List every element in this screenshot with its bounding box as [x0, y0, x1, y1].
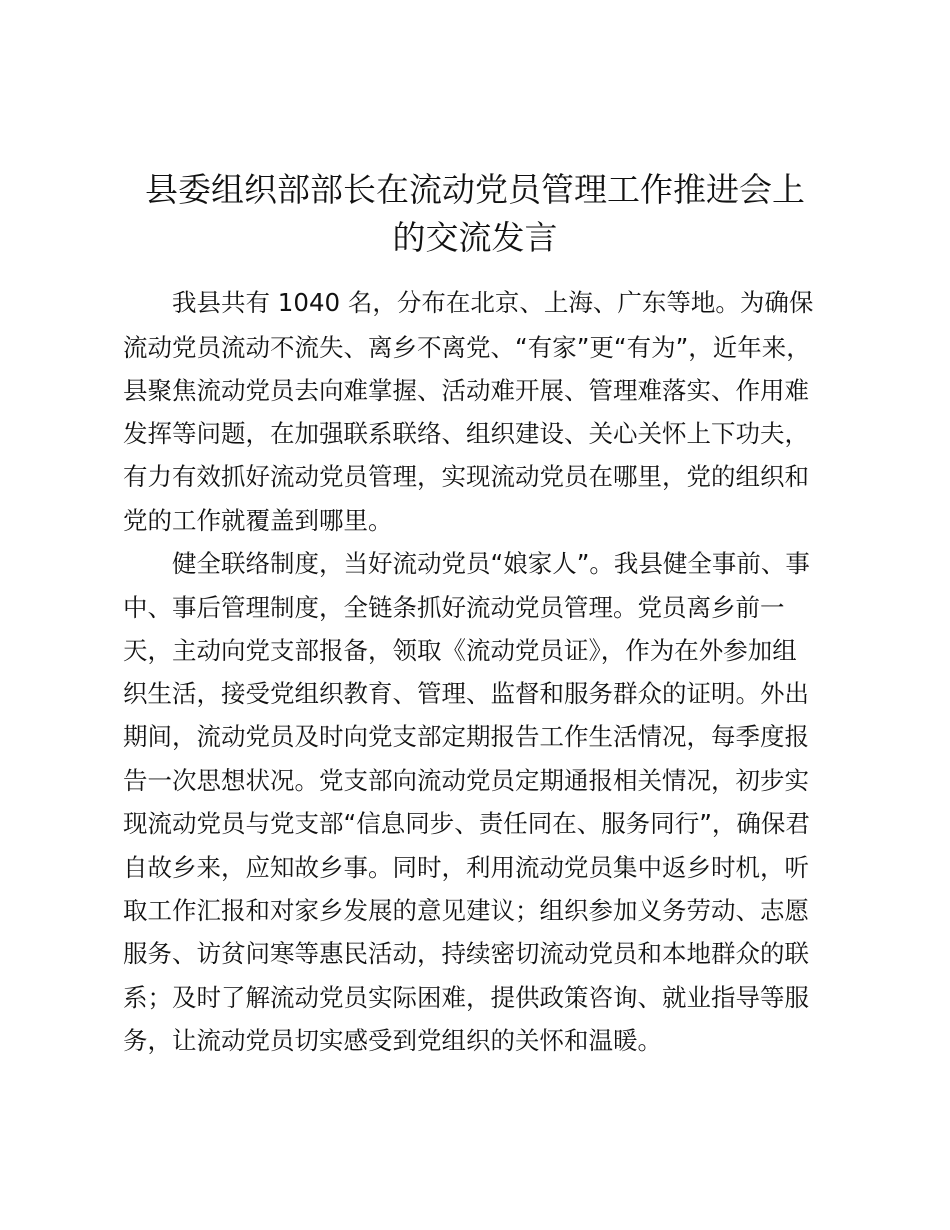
paragraph-2-line: 服务、访贫问寒等惠民活动，持续密切流动党员和本地群众的联 [123, 939, 809, 968]
paragraph-1-line: 有力有效抓好流动党员管理，实现流动党员在哪里，党的组织和 [123, 462, 809, 491]
paragraph-2-line: 系；及时了解流动党员实际困难，提供政策咨询、就业指导等服 [123, 983, 809, 1012]
paragraph-2-line: 告一次思想状况。党支部向流动党员定期通报相关情况，初步实 [123, 766, 809, 795]
paragraph-2-line: 织生活，接受党组织教育、管理、监督和服务群众的证明。外出 [123, 679, 809, 708]
paragraph-1-line: 县聚焦流动党员去向难掌握、活动难开展、管理难落实、作用难 [123, 376, 809, 405]
paragraph-2-line: 现流动党员与党支部“信息同步、责任同在、服务同行”，确保君 [123, 809, 810, 838]
paragraph-2-line: 取工作汇报和对家乡发展的意见建议；组织参加义务劳动、志愿 [123, 896, 809, 925]
paragraph-1-line: 我县共有 1040 名，分布在北京、上海、广东等地。为确保 [172, 288, 814, 317]
paragraph-2-line: 务，让流动党员切实感受到党组织的关怀和温暖。 [123, 1026, 662, 1055]
paragraph-2-line: 期间，流动党员及时向党支部定期报告工作生活情况，每季度报 [123, 722, 809, 751]
paragraph-2-line: 健全联络制度，当好流动党员“娘家人”。我县健全事前、事 [172, 549, 810, 578]
paragraph-2-line: 天，主动向党支部报备，领取《流动党员证》，作为在外参加组 [123, 636, 797, 665]
document-title-line-2: 的交流发言 [392, 218, 558, 257]
paragraph-2-line: 中、事后管理制度，全链条抓好流动党员管理。党员离乡前一 [123, 593, 785, 622]
paragraph-1-line: 党的工作就覆盖到哪里。 [123, 506, 393, 535]
paragraph-2-line: 自故乡来，应知故乡事。同时，利用流动党员集中返乡时机，听 [123, 853, 809, 882]
paragraph-1-line: 发挥等问题，在加强联系联络、组织建设、关心关怀上下功夫， [123, 419, 809, 448]
document-title-line-1: 县委组织部部长在流动党员管理工作推进会上 [145, 170, 805, 209]
paragraph-1-line: 流动党员流动不流失、离乡不离党、“有家”更“有为”，近年来， [123, 333, 811, 362]
